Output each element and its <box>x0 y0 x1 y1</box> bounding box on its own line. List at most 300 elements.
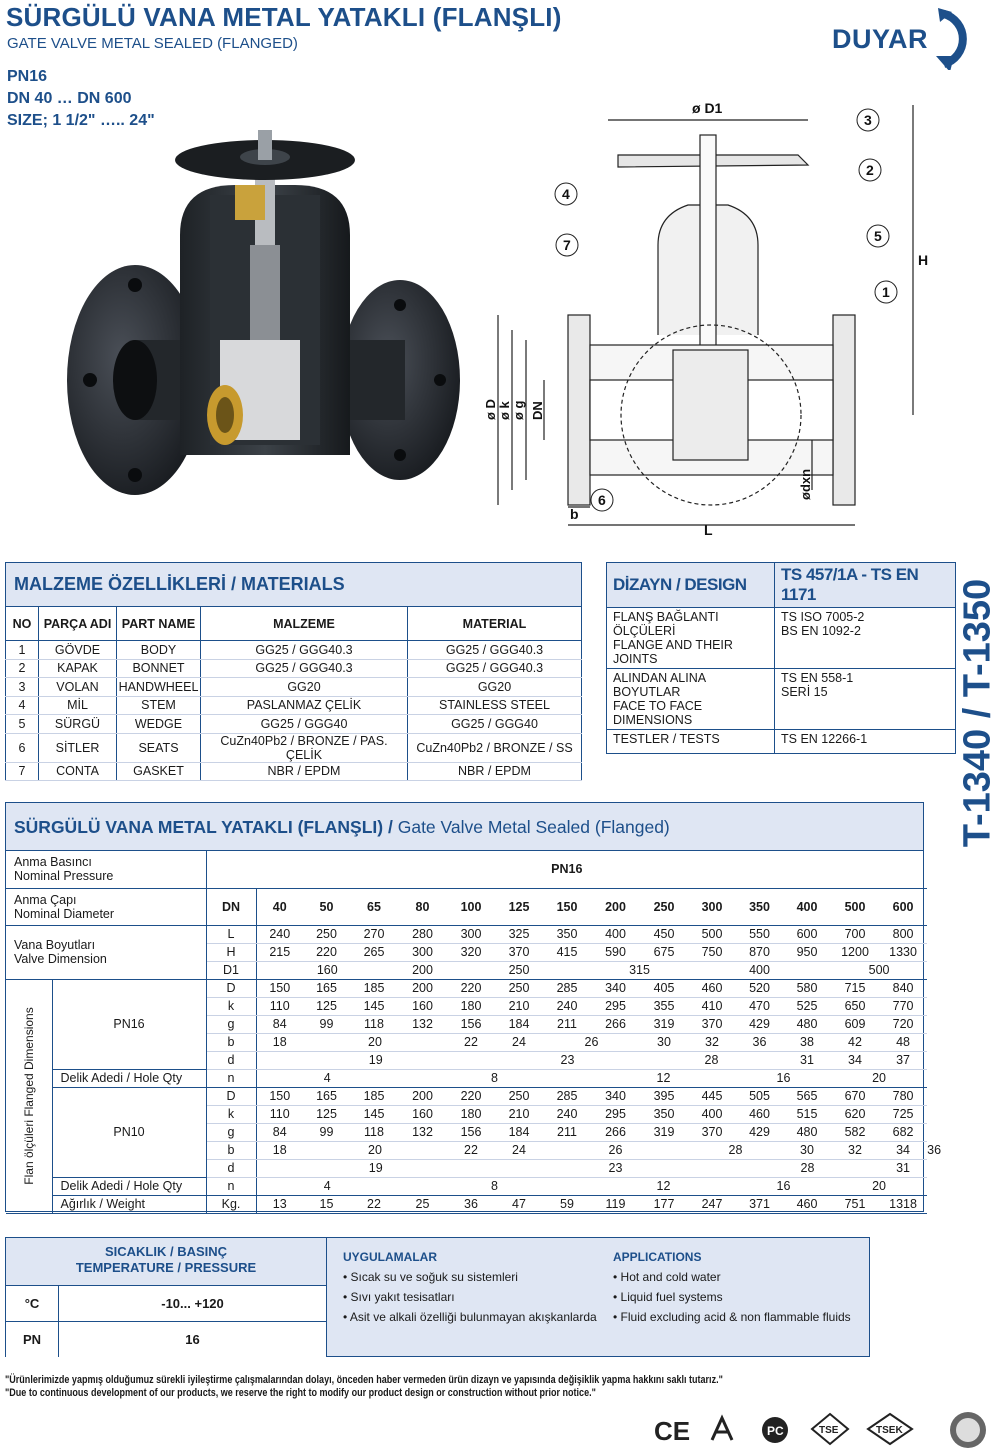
flange-dimensions-label: Flan ölçüleri Flanged Dimensions <box>21 1007 36 1185</box>
table-cell: 320 <box>447 943 495 961</box>
table-cell: 34 <box>879 1141 927 1159</box>
table-cell: 460 <box>736 1105 783 1123</box>
pressure-unit: PN <box>6 1322 59 1357</box>
table-cell: 270 <box>350 925 398 943</box>
cell: 3 <box>6 678 39 697</box>
table-cell: 480 <box>783 1123 831 1141</box>
table-cell: 180 <box>447 1105 495 1123</box>
cell: CuZn40Pb2 / BRONZE / PAS. ÇELİK <box>201 733 408 762</box>
temperature-unit: °C <box>6 1286 59 1321</box>
table-cell: 840 <box>879 979 927 997</box>
design-value: TS EN 12266-1 <box>781 732 868 746</box>
weight-label: Ağırlık / Weight <box>52 1195 206 1213</box>
table-cell: 400 <box>591 925 640 943</box>
cell: NBR / EPDM <box>201 762 408 781</box>
quality-seal-icon <box>950 1412 986 1448</box>
table-row <box>6 641 582 660</box>
table-cell: 415 <box>543 943 591 961</box>
cell: GG25 / GGG40 <box>201 715 408 734</box>
table-cell: 370 <box>688 1123 736 1141</box>
table-cell: 28 <box>688 1141 783 1159</box>
symbol-b: b <box>206 1033 256 1051</box>
symbol-d: D <box>206 979 256 997</box>
callout-4: 4 <box>562 186 570 202</box>
table-cell: 300 <box>447 925 495 943</box>
symbol-k: k <box>206 997 256 1015</box>
design-title: DİZAYN / DESIGN <box>607 563 775 608</box>
materials-table <box>5 562 582 781</box>
dim-d-label: ø D <box>483 399 498 420</box>
table-cell: 250 <box>640 888 688 925</box>
table-row <box>607 608 956 669</box>
callout-1: 1 <box>882 284 890 300</box>
table-cell: 340 <box>591 1087 640 1105</box>
tse-leaf-icon <box>712 1418 732 1440</box>
list-item: • Hot and cold water <box>613 1270 721 1284</box>
application-text: Sıcak su ve soğuk su sistemleri <box>350 1270 518 1284</box>
table-cell: 211 <box>543 1123 591 1141</box>
table-cell: 160 <box>256 961 398 979</box>
design-value: SERİ 15 <box>781 685 828 699</box>
table-cell: 520 <box>736 979 783 997</box>
table-cell: 505 <box>736 1087 783 1105</box>
table-cell: 132 <box>398 1015 447 1033</box>
table-cell: 31 <box>879 1159 927 1177</box>
table-cell: 220 <box>303 943 350 961</box>
cell: 4 <box>6 696 39 715</box>
applications-en <box>613 1250 851 1330</box>
cell: 7 <box>6 762 39 781</box>
cell: VOLAN <box>39 678 117 697</box>
table-cell: 31 <box>783 1051 831 1069</box>
table-cell: 13 <box>256 1195 303 1213</box>
applications-title-tr: UYGULAMALAR <box>343 1250 437 1264</box>
symbol-d-small: d <box>206 1051 256 1069</box>
dim-h-label: H <box>918 252 929 268</box>
table-cell: 200 <box>398 979 447 997</box>
table-cell: 22 <box>447 1033 495 1051</box>
spec-list <box>7 66 155 132</box>
valve-cutaway-image <box>60 125 470 545</box>
nominal-pressure-label-en: Nominal Pressure <box>14 869 114 884</box>
temperature-range: -10... +120 <box>161 1296 224 1311</box>
table-cell: 600 <box>783 925 831 943</box>
table-cell: 125 <box>495 888 543 925</box>
brand-logo <box>832 6 982 70</box>
table-cell: 582 <box>831 1123 879 1141</box>
product-code <box>958 548 998 878</box>
table-cell: 4 <box>256 1069 398 1087</box>
cell: 2 <box>6 659 39 678</box>
list-item: • Fluid excluding acid & non flammable fluids <box>613 1310 851 1324</box>
table-cell: 125 <box>303 997 350 1015</box>
list-item: • Sıcak su ve soğuk su sistemleri <box>343 1270 518 1284</box>
table-cell: 16 <box>736 1069 831 1087</box>
dim-dn-label: DN <box>530 401 545 420</box>
table-cell: 295 <box>591 997 640 1015</box>
table-cell: 770 <box>879 997 927 1015</box>
table-cell: 400 <box>783 888 831 925</box>
table-cell: 20 <box>303 1141 447 1159</box>
table-cell: 19 <box>256 1159 495 1177</box>
symbol-d1: D1 <box>206 961 256 979</box>
page-subtitle: GATE VALVE METAL SEALED (FLANGED) <box>7 35 298 52</box>
table-cell: 19 <box>256 1051 495 1069</box>
table-row <box>6 678 582 697</box>
table-cell: 132 <box>398 1123 447 1141</box>
cell: PASLANMAZ ÇELİK <box>201 696 408 715</box>
spec-size-range: SIZE; 1 1/2" ….. 24" <box>7 112 155 129</box>
cell: GG25 / GGG40.3 <box>408 641 582 660</box>
table-cell: 300 <box>688 888 736 925</box>
application-text: Liquid fuel systems <box>620 1290 723 1304</box>
table-cell: 350 <box>640 1105 688 1123</box>
table-cell: 37 <box>879 1051 927 1069</box>
table-cell: 1200 <box>831 943 879 961</box>
ce-mark-icon: CE <box>654 1416 691 1446</box>
table-cell: 400 <box>688 1105 736 1123</box>
svg-text:TSEK: TSEK <box>876 1425 903 1436</box>
list-item: • Asit ve alkali özelliği bulunmayan akışkanlarda <box>343 1310 597 1324</box>
table-cell: 84 <box>256 1015 303 1033</box>
application-text: Fluid excluding acid & non flammable fluids <box>620 1310 851 1324</box>
table-cell: 429 <box>736 1015 783 1033</box>
temperature-title-tr: SICAKLIK / BASINÇ <box>104 1244 228 1259</box>
table-cell: 210 <box>495 1105 543 1123</box>
table-cell: 99 <box>303 1123 350 1141</box>
table-cell: 24 <box>495 1033 543 1051</box>
table-cell: 700 <box>831 925 879 943</box>
table-cell: 266 <box>591 1015 640 1033</box>
table-cell: 99 <box>303 1015 350 1033</box>
svg-text:TSE: TSE <box>819 1425 839 1436</box>
table-cell: 30 <box>783 1141 831 1159</box>
table-cell: 265 <box>350 943 398 961</box>
table-cell: 59 <box>543 1195 591 1213</box>
disclaimer-tr: "Ürünlerimizde yapmış olduğumuz sürekli iyileştirme çalışmalarından dolayı, önceden haber vermeden ürün dizayn ve yapısında değişiklik yapma hakkını saklı tutarız." <box>5 1374 723 1386</box>
tsek-mark-icon <box>868 1414 912 1444</box>
cell: CONTA <box>39 762 117 781</box>
materials-header-part-tr: PARÇA ADI <box>39 607 117 641</box>
spec-pressure: PN16 <box>7 68 48 85</box>
table-cell: 24 <box>495 1141 543 1159</box>
materials-header-material-tr: MALZEME <box>201 607 408 641</box>
application-text: Sıvı yakıt tesisatları <box>350 1290 455 1304</box>
table-cell: 15 <box>303 1195 350 1213</box>
table-cell: 800 <box>879 925 927 943</box>
cell: WEDGE <box>117 715 201 734</box>
dim-l-label: L <box>704 522 713 538</box>
table-cell: 400 <box>688 961 831 979</box>
table-cell: 405 <box>640 979 688 997</box>
table-cell: 165 <box>303 1087 350 1105</box>
cell: GG25 / GGG40.3 <box>408 659 582 678</box>
table-cell: 220 <box>447 1087 495 1105</box>
table-cell: 750 <box>688 943 736 961</box>
table-cell: 150 <box>256 979 303 997</box>
table-cell: 460 <box>688 979 736 997</box>
table-cell: 80 <box>398 888 447 925</box>
table-cell: 350 <box>543 925 591 943</box>
table-cell: 300 <box>398 943 447 961</box>
dimensions-title-en: Gate Valve Metal Sealed (Flanged) <box>397 817 670 837</box>
table-cell: 250 <box>303 925 350 943</box>
table-cell: 18 <box>256 1141 303 1159</box>
table-cell: 110 <box>256 997 303 1015</box>
temperature-row <box>6 1285 326 1321</box>
temperature-pressure-title <box>6 1238 326 1286</box>
table-cell: 118 <box>350 1123 398 1141</box>
table-cell: 266 <box>591 1123 640 1141</box>
table-cell: 23 <box>495 1051 640 1069</box>
application-text: Hot and cold water <box>620 1270 721 1284</box>
table-cell: 40 <box>256 888 303 925</box>
hole-qty-label: Delik Adedi / Hole Qty <box>52 1069 206 1087</box>
pn16-header: PN16 <box>206 851 927 888</box>
table-cell: 500 <box>831 888 879 925</box>
table-cell: 38 <box>783 1033 831 1051</box>
valve-dimension-label-en: Valve Dimension <box>14 952 107 966</box>
table-cell: 36 <box>447 1195 495 1213</box>
materials-header-material-en: MATERIAL <box>408 607 582 641</box>
table-cell: 18 <box>256 1033 303 1051</box>
symbol-n: n <box>206 1177 256 1195</box>
table-cell: 145 <box>350 997 398 1015</box>
table-cell: 20 <box>303 1033 447 1051</box>
hole-qty-label: Delik Adedi / Hole Qty <box>52 1177 206 1195</box>
table-cell: 220 <box>447 979 495 997</box>
table-cell: 371 <box>736 1195 783 1213</box>
table-cell: 870 <box>736 943 783 961</box>
design-table <box>606 562 956 754</box>
design-value: BS EN 1092-2 <box>781 624 861 638</box>
cell: BODY <box>117 641 201 660</box>
table-cell: 565 <box>783 1087 831 1105</box>
pressure-row <box>6 1321 326 1357</box>
disclaimer-en: "Due to continuous development of our products, we reserve the right to modify our product design or construction without prior notice." <box>5 1387 596 1399</box>
table-row <box>6 715 582 734</box>
table-cell: 670 <box>831 1087 879 1105</box>
table-cell: 48 <box>879 1033 927 1051</box>
table-cell: 285 <box>543 1087 591 1105</box>
page-title: SÜRGÜLÜ VANA METAL YATAKLI (FLANŞLI) <box>6 2 562 32</box>
dimensions-title-tr: SÜRGÜLÜ VANA METAL YATAKLI (FLANŞLI) / <box>14 817 393 837</box>
table-cell: 180 <box>447 997 495 1015</box>
callout-6: 6 <box>598 492 606 508</box>
pn16-flange-label: PN16 <box>52 979 206 1069</box>
pressure-value: 16 <box>185 1332 200 1347</box>
table-cell: 200 <box>398 1087 447 1105</box>
symbol-h: H <box>206 943 256 961</box>
table-cell: 22 <box>447 1141 495 1159</box>
callout-3: 3 <box>864 112 872 128</box>
table-cell: 280 <box>398 925 447 943</box>
table-cell: 165 <box>303 979 350 997</box>
table-cell: 23 <box>495 1159 736 1177</box>
table-cell: 247 <box>688 1195 736 1213</box>
table-cell: 580 <box>783 979 831 997</box>
table-cell: 36 <box>736 1033 783 1051</box>
tse-mark-icon <box>812 1414 848 1444</box>
product-code-text: T-1340 / T-1350 <box>956 578 999 848</box>
table-cell: 20 <box>831 1177 927 1195</box>
table-cell: 725 <box>879 1105 927 1123</box>
table-cell: 156 <box>447 1123 495 1141</box>
table-row <box>6 733 582 762</box>
cell: 5 <box>6 715 39 734</box>
dim-g-label: ø g <box>511 400 526 420</box>
table-cell: 160 <box>398 1105 447 1123</box>
temperature-title-en: TEMPERATURE / PRESSURE <box>75 1260 257 1275</box>
cell: GG25 / GGG40.3 <box>201 641 408 660</box>
materials-header-no: NO <box>6 607 39 641</box>
table-row <box>607 730 956 754</box>
table-cell: 125 <box>303 1105 350 1123</box>
nominal-diameter-label-tr: Anma Çapı <box>14 892 77 907</box>
callout-5: 5 <box>874 228 882 244</box>
table-cell: 28 <box>640 1051 783 1069</box>
materials-header-part-en: PART NAME <box>117 607 201 641</box>
table-cell: 84 <box>256 1123 303 1141</box>
table-cell: 410 <box>688 997 736 1015</box>
table-cell: 319 <box>640 1015 688 1033</box>
dim-dxn-label: ødxn <box>798 468 813 500</box>
cell: SEATS <box>117 733 201 762</box>
table-cell: 319 <box>640 1123 688 1141</box>
table-row <box>6 762 582 781</box>
table-cell: 295 <box>591 1105 640 1123</box>
table-row <box>6 696 582 715</box>
symbol-n: n <box>206 1069 256 1087</box>
valve-dimension-label-tr: Vana Boyutları <box>14 938 96 952</box>
table-cell: 950 <box>783 943 831 961</box>
table-cell: 26 <box>543 1141 688 1159</box>
dimensions-table <box>5 802 942 1212</box>
table-cell: 315 <box>591 961 688 979</box>
table-cell: 184 <box>495 1015 543 1033</box>
table-cell: 4 <box>256 1177 398 1195</box>
dn-symbol: DN <box>206 888 256 925</box>
dim-b-label: b <box>570 506 579 522</box>
table-cell: 8 <box>398 1069 591 1087</box>
table-cell: 460 <box>783 1195 831 1213</box>
cell: GG20 <box>408 678 582 697</box>
table-cell: 600 <box>879 888 927 925</box>
table-cell: 720 <box>879 1015 927 1033</box>
temperature-pressure-box <box>5 1237 327 1357</box>
symbol-g: g <box>206 1123 256 1141</box>
table-cell: 119 <box>591 1195 640 1213</box>
table-cell: 28 <box>736 1159 879 1177</box>
table-cell: 200 <box>591 888 640 925</box>
table-cell: 325 <box>495 925 543 943</box>
valve-technical-drawing <box>478 95 948 545</box>
nominal-pressure-label-tr: Anma Basıncı <box>14 855 92 870</box>
design-value: TS EN 558-1 <box>781 671 854 685</box>
table-cell: 250 <box>447 961 591 979</box>
table-cell: 715 <box>831 979 879 997</box>
table-cell: 650 <box>831 997 879 1015</box>
table-cell: 470 <box>736 997 783 1015</box>
table-cell: 395 <box>640 1087 688 1105</box>
symbol-l: L <box>206 925 256 943</box>
table-cell: 42 <box>831 1033 879 1051</box>
cell: KAPAK <box>39 659 117 678</box>
table-cell: 525 <box>783 997 831 1015</box>
table-cell: 250 <box>495 1087 543 1105</box>
callout-7: 7 <box>563 237 571 253</box>
pn10-flange-label: PN10 <box>52 1087 206 1177</box>
cell: 1 <box>6 641 39 660</box>
table-cell: 34 <box>831 1051 879 1069</box>
table-cell: 65 <box>350 888 398 925</box>
table-row <box>6 659 582 678</box>
cell: STEM <box>117 696 201 715</box>
cell: SİTLER <box>39 733 117 762</box>
table-row <box>607 669 956 730</box>
applications-box <box>327 1237 870 1357</box>
table-cell: 370 <box>495 943 543 961</box>
table-cell: 609 <box>831 1015 879 1033</box>
table-cell: 515 <box>783 1105 831 1123</box>
table-cell: 16 <box>736 1177 831 1195</box>
certification-marks <box>650 1408 995 1450</box>
cell: BONNET <box>117 659 201 678</box>
materials-header-row <box>6 607 582 641</box>
cell: GÖVDE <box>39 641 117 660</box>
table-cell: 211 <box>543 1015 591 1033</box>
cell: STAINLESS STEEL <box>408 696 582 715</box>
table-cell: 340 <box>591 979 640 997</box>
table-cell: 590 <box>591 943 640 961</box>
cell: SÜRGÜ <box>39 715 117 734</box>
cell: CuZn40Pb2 / BRONZE / SS <box>408 733 582 762</box>
dimensions-title <box>14 817 670 838</box>
table-cell: 1330 <box>879 943 927 961</box>
table-cell: 185 <box>350 979 398 997</box>
table-cell: 210 <box>495 997 543 1015</box>
logo-arrow-icon <box>832 6 982 70</box>
table-cell: 12 <box>591 1069 736 1087</box>
cell: GG25 / GGG40 <box>408 715 582 734</box>
cell: HANDWHEEL <box>117 678 201 697</box>
table-cell: 250 <box>495 979 543 997</box>
gost-icon <box>762 1417 788 1443</box>
table-cell: 350 <box>736 888 783 925</box>
table-cell: 445 <box>688 1087 736 1105</box>
design-key: ALINDAN ALINA BOYUTLAR <box>613 671 706 699</box>
table-cell: 150 <box>256 1087 303 1105</box>
cell: GG25 / GGG40.3 <box>201 659 408 678</box>
design-key: FLANGE AND THEIR JOINTS <box>613 638 733 666</box>
table-cell: 240 <box>256 925 303 943</box>
table-cell: 110 <box>256 1105 303 1123</box>
list-item: • Liquid fuel systems <box>613 1290 723 1304</box>
disclaimer <box>5 1374 723 1400</box>
spec-dn-range: DN 40 … DN 600 <box>7 90 132 107</box>
table-cell: 285 <box>543 979 591 997</box>
table-cell: 100 <box>447 888 495 925</box>
table-cell: 25 <box>398 1195 447 1213</box>
table-cell: 12 <box>591 1177 736 1195</box>
cell: NBR / EPDM <box>408 762 582 781</box>
nominal-diameter-label-en: Nominal Diameter <box>14 906 115 921</box>
table-cell: 26 <box>543 1033 640 1051</box>
symbol-g: g <box>206 1015 256 1033</box>
cell: GASKET <box>117 762 201 781</box>
dim-d1-label: ø D1 <box>692 100 723 116</box>
design-key: TESTLER / TESTS <box>613 732 720 746</box>
